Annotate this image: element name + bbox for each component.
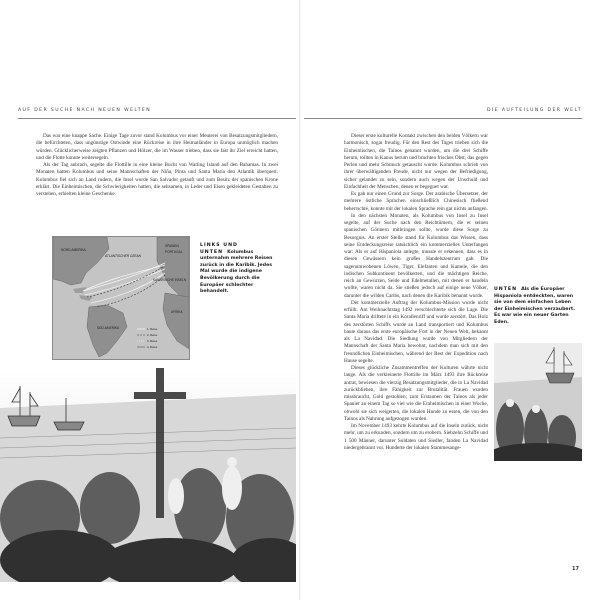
right-paragraph-6: Im November 1493 kehrte Kolumbus auf die Inseln zurück, nicht mehr, um zu erkunden, sondern um zu erobern. Siebzehn Schiffe und 1 500 Männer, darunter Soldaten und Siedler, fanden La Navidad niedergebrannt vor. Hunderte der lokalen Stammesange- [344, 423, 488, 451]
right-paragraph-1: Dieser erste kulturelle Kontakt zwischen den beiden Völkern war harmonisch, sogar freudig. Für den Rest des Tages trieben sich die Einheimischen, die Taínos genannt wurden, um die drei Schiffe herum, tollten in Kanus herum und brachten frisches Obst, das gegen Perlen und mehr Schmuck getauscht wurde. Kolumbus schrieb von ihrer überwältigenden Freude, nicht nur wegen der Befriedigung, sicher gelandet zu sein, sondern auch wegen der Unschuld und Einfachheit der Menschen, denen er begegnet war. [344, 133, 488, 190]
map-label-na: NORD-AMERIKA [61, 248, 86, 252]
map-label-portugal: PORTUGAL [165, 250, 183, 254]
columbus-landing-engraving [0, 368, 296, 582]
map-label-canaries: KANARISCHE INSELN [153, 278, 187, 282]
map-legend-1: 1. Reise [147, 327, 158, 331]
caption-left-label: LINKS UND UNTEN [200, 243, 238, 255]
page-gutter [299, 0, 301, 600]
header-rule-left [18, 118, 296, 119]
running-header-left: AUF DER SUCHE NACH NEUEN WELTEN [18, 108, 152, 113]
caption-right [494, 287, 578, 327]
map-label-sa: SÜD-AMERIKA [97, 326, 120, 330]
map-label-spain: SPANIEN [165, 244, 179, 248]
engraving-icon [0, 368, 296, 582]
page-number: 17 [572, 566, 579, 572]
map-legend-3: 3. Reise [147, 339, 158, 343]
left-paragraph-1: Das war eine knappe Sache. Einige Tage zuvor stand Kolumbus vor einer Meuterei von Besatzungsmitgliedern, die befürchteten, dass ungünstige Ostwinde eine Rückreise in ihre Heimatländer in Europa unmöglich machen würden. Glücklicherweise zeigten Pflanzen und Hölzer, die im Wasser trieben, dass sie fast ihr Ziel erreicht hatten, und die Flotte konnte weitersegeln. [36, 133, 278, 161]
map-legend-4: 4. Reise [147, 345, 158, 349]
map-icon [53, 237, 189, 359]
map-label-africa: AFRIKA [171, 310, 183, 314]
right-paragraph-4: Der kommerzielle Auftrag der Kolumbus-Mission wurde nicht erfüllt. Am Weihnachtstag 1492 verschlechterte sich die Lage. Die Santa María driftete in ein Korallenriff und wurde zerstört. Das Holz des zerstörten Schiffs wurde an Land transportiert und Kolumbus baute daraus das erste europäische Fort in der Neuen Welt, bekannt als La Navidad. Die Siedlung wurde von Mitgliedern der Mannschaft der Santa María bewohnt, nachdem man sich mit den freundlichen Einheimischen, während der Rest der Expedition nach Hause segelte. [344, 299, 488, 364]
right-paragraph-5: Dieses glückliche Zusammentreffen der Kulturen währte nicht lange. Als die verkleinerte Flottille im März 1493 ihre Rückreise antrat, bewiesen die vierzig Besatzungsmitglieder, die in La Navidad zurückblieben, ihre Fähigkeit zur Brutalität. Frauen wurden missbraucht, Gold gestohlen; zum Erstaunen der Taínos als jeder Spanier an einem Tag so viel wie die Einheimischen in einer Woche, obwohl sie sich weigerten, die lokalen Hunde zu essen, die von den Taínos als Nahrung aufgezogen wurden. [344, 365, 488, 422]
right-paragraph-2: Es gab nur einen Grund zur Sorge. Der arabische Übersetzer, der mehrere östliche Sprachen einschließlich Chinesisch fließend beherrschte, konnte mit der lokalen Sprache rein gar nichts anfangen. [344, 191, 488, 212]
left-body-text [36, 133, 278, 198]
right-paragraph-3: In den nächsten Monaten, als Kolumbus von Insel zu Insel segelte, auf der Suche nach den Reichtümern, die er seinen spanischen Gönnern mitbringen sollte, wurde diese Sorge zu Besorgnis. An erster Stelle stand für Kolumbus das Wissen, dass seine Entdeckungsreise tatsächlich ein kommerzielles Unterfangen war: Als er auf Hispaniola anlegte, musste er erkennen, dass es in diesen Gewässern kein großes Handelszentrum gab. Die sagenumwobenen Löwen, Tiger, Elefanten und Kamele, die den indischen Subkontinent bevölkerten, und die mächtigen Reiche, reich an Gewürzen, Seide und Edelmetallen, mit denen er handeln wollte, waren nicht da. Sie stießen jedoch auf einige neue Völker, darunter die wilden Caribs, nach denen die Karibik benannt wurde. [344, 212, 488, 299]
map-legend-2: 2. Reise [147, 333, 158, 337]
caption-left [200, 243, 278, 296]
caption-left-text: Kolumbus unternahm mehrere Reisen zurück in die Karibik. Jedes Mal wurde die indigene Bevölkerung durch die Europäer schlechter behandelt. [200, 249, 273, 295]
header-rule-right [304, 118, 582, 119]
map-label-ocean: ATLANTISCHER OZEAN [105, 254, 141, 258]
engraving-right-icon [494, 343, 582, 461]
right-body-text [344, 133, 488, 452]
running-header-right: DIE AUFTEILUNG DER WELT [486, 108, 582, 113]
voyage-routes-map [52, 236, 190, 360]
hispaniola-natives-engraving [494, 343, 582, 461]
caption-right-text: Als die Europäer Hispaniola entdeckten, waren sie von dem einfachen Leben der Einheimischen verzaubert. Es war wie ein neuer Garten Eden. [494, 287, 575, 325]
caption-right-label: UNTEN [494, 287, 518, 292]
left-paragraph-2: Als der Tag anbrach, segelte die Flottille in eine kleine Bucht von Watling Island auf den Bahamas. In zwei Monaten hatten Kolumbus und seine Mannschaften der Niña, Pinta und Santa María den Atlantik überquert. Kolumbus fiel sich an Land rudern, die Insel wurde San Salvador getauft und zum Besitz der spanischen Krone erklärt. Die Einheimischen, die Schwierigkeiten hatten, die seltsamen, in Leder und Eisen gekleideten Gestalten zu verstehen, erhielten kleine Geschenke. [36, 162, 278, 197]
